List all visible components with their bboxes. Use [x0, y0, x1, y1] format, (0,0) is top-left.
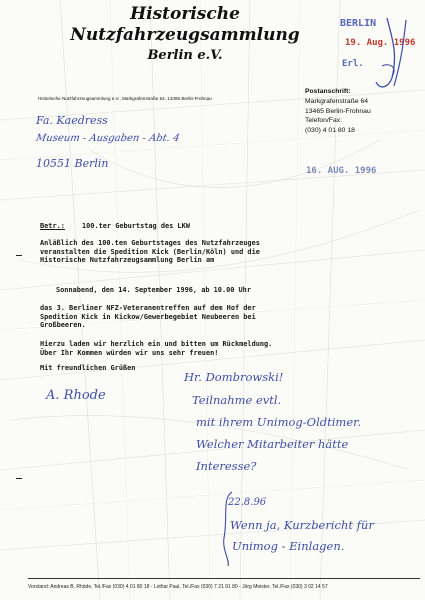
- closing-greeting: Mit freundlichen Grüßen: [40, 364, 136, 372]
- handwritten-note-line: Interesse?: [196, 459, 257, 473]
- text-line: Großbeeren.: [40, 321, 86, 330]
- fold-mark: [16, 255, 22, 256]
- letterhead-line2: Nutzfahrzeugsammlung: [70, 25, 300, 45]
- event-date-line: Sonnabend, den 14. September 1996, ab 10.00 Uhr: [56, 286, 251, 294]
- paragraph-invitation: [40, 340, 272, 357]
- footer-divider: [28, 578, 420, 579]
- handwritten-note-line: Teilnahme evtl.: [192, 393, 282, 407]
- handwritten-recipient-line1: Fa. Kaedress: [36, 114, 108, 127]
- handwritten-note-date: 22.8.96: [228, 497, 267, 508]
- handwritten-note-line: mit ihrem Unimog-Oldtimer.: [196, 415, 362, 429]
- stamp-received-date: 19. Aug. 1996: [345, 38, 416, 48]
- postal-city: 13465 Berlin-Frohnau: [305, 107, 371, 115]
- postal-label: Postanschrift:: [305, 88, 351, 95]
- text-line: Spedition Kick in Kickow/Gewerbegebiet Neubeeren bei: [40, 312, 256, 321]
- handwritten-scribble-icon: [332, 8, 422, 98]
- paragraph-intro: [40, 239, 260, 265]
- stamp-erl: Erl.: [342, 59, 364, 69]
- text-line: Historische Nutzfahrzeugsammlung Berlin am: [40, 256, 215, 265]
- paragraph-location: [40, 304, 256, 330]
- handwritten-recipient-line2: Museum - Ausgaben - Abt. 4: [35, 133, 181, 144]
- letterhead-line1: Historische: [130, 4, 240, 24]
- handwritten-note-line: Unimog - Einlagen.: [232, 539, 345, 553]
- handwritten-recipient-line3: 10551 Berlin: [36, 157, 109, 170]
- phone-label: Telefon/Fax:: [305, 117, 343, 125]
- handwritten-note-line: Welcher Mitarbeiter hätte: [196, 437, 349, 451]
- subject-text: 100.ter Geburtstag des LKW: [82, 222, 190, 230]
- letterhead-line3: Berlin e.V.: [147, 48, 223, 63]
- postal-street: Markgrafenstraße 64: [305, 97, 369, 105]
- text-line: Hierzu laden wir herzlich ein und bitten um Rückmeldung.: [40, 340, 273, 348]
- punch-mark: [16, 478, 22, 479]
- handwritten-note-line: Hr. Dombrowski!: [184, 370, 284, 384]
- sender-return-address: Historische Nutzfahrzeugsammlung e.V., Markgrafenstraße 64, 13465 Berlin-Frohnau: [38, 96, 212, 101]
- subject-label: Betr.:: [40, 222, 65, 230]
- stamp-date: 16. AUG. 1996: [306, 166, 377, 176]
- handwritten-bracket-icon: [214, 488, 238, 568]
- text-line: veranstalten die Spedition Kick (Berlin/Köln) und die: [40, 247, 260, 256]
- phone-number: (030) 4 01 80 18: [305, 127, 355, 135]
- handwritten-signature: A. Rhode: [46, 388, 106, 403]
- text-line: Anläßlich des 100.ten Geburtstages des Nutzfahrzeuges: [40, 239, 260, 247]
- text-line: das 3. Berliner NFZ-Veteranentreffen auf dem Hof der: [40, 304, 256, 312]
- footer-board-members: Vorstand: Andreas B. Rhöde, Tel./Fax (030) 4 01 80 18 - Lothar Paul, Tel./Fax (030) 7 21 91 80 - Jörg Meister, Tel./Fax (030) 3 02 14 57: [28, 584, 328, 590]
- stamp-berlin: BERLIN: [340, 18, 377, 29]
- handwritten-note-line: Wenn ja, Kurzbericht für: [230, 518, 374, 532]
- text-line: Über Ihr Kommen würden wir uns sehr freuen!: [40, 348, 219, 357]
